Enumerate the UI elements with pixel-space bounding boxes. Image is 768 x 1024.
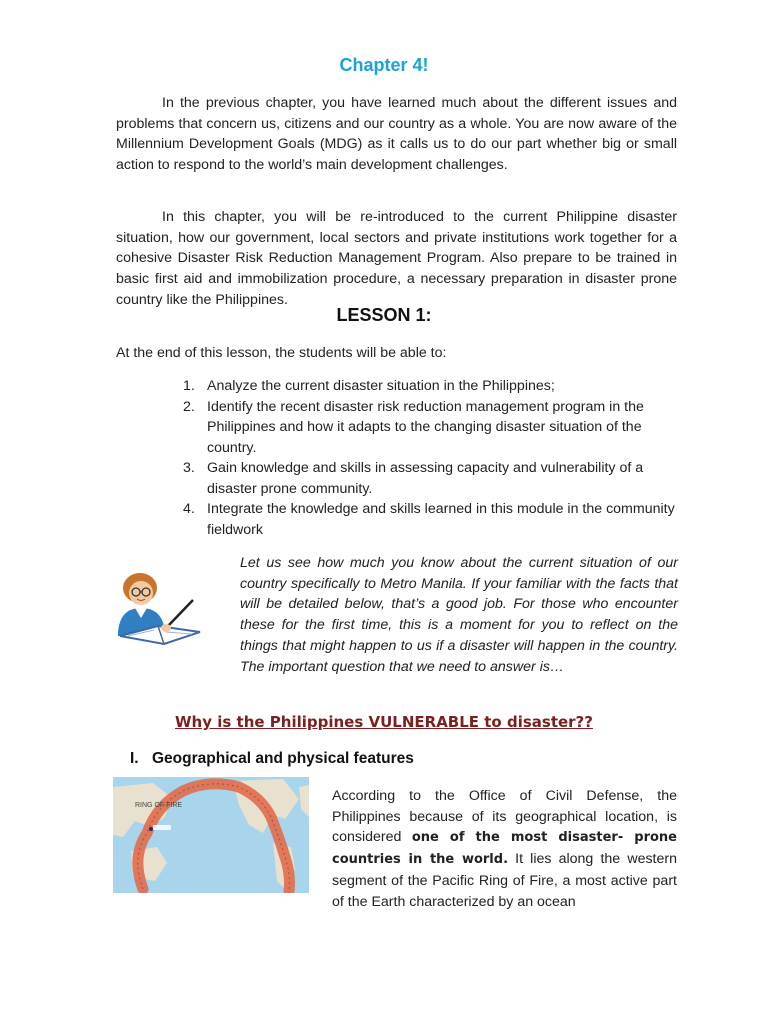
objective-text: Identify the recent disaster risk reduction management program in the Philippines and how it adapts to the changing disaster situation of the country. — [207, 398, 644, 456]
geo-text-after: It lies along the western segment of the Pacific Ring of Fire, a most active part of the Earth characterized by an ocean — [332, 851, 677, 910]
objective-item — [183, 458, 683, 499]
objectives-list — [183, 376, 683, 540]
geo-text-bold: one of the most disaster- prone countries in the world. — [332, 830, 677, 868]
objective-number: 3. — [183, 460, 195, 476]
objective-number: 4. — [183, 501, 195, 517]
geographical-text — [332, 786, 677, 912]
teacher-note: Let us see how much you know about the current situation of our country specifically to Metro Manila. If your familiar with the facts that will be detailed below, that’s a good job. For those who encounter these for the first time, this is a moment for you to reflect on the things that might happen to us if a disaster will happen in the country. The important question that we need to answer is… — [240, 555, 678, 675]
intro-paragraph-1-text: In the previous chapter, you have learned much about the different issues and problems that concern us, citizens and our country as a whole. You are now aware of the Millennium Development Goals (MDG) as it calls us to do our part whether big or small action to respond to the world’s main development challenges. — [116, 95, 677, 174]
lesson-title: LESSON 1: — [336, 305, 432, 325]
objective-number: 1. — [183, 378, 195, 394]
section-title: Geographical and physical features — [152, 750, 414, 767]
geo-text-before: According to the Office of Civil Defense, the Philippines because of its geographical location, is considered — [332, 788, 677, 846]
objectives-intro: At the end of this lesson, the students will be able to: — [116, 345, 447, 361]
map-label: RING OF FIRE — [135, 802, 183, 809]
objective-text: Integrate the knowledge and skills learned in this module in the community fieldwork — [207, 501, 675, 538]
objective-number: 2. — [183, 398, 195, 415]
intro-paragraph-2 — [116, 207, 677, 311]
vulnerable-heading: Why is the Philippines VULNERABLE to disaster?? — [175, 713, 593, 731]
teacher-reading-book-icon — [108, 570, 208, 648]
ring-of-fire-map — [113, 777, 309, 893]
section-roman-numeral: I. — [130, 750, 139, 767]
objective-item — [183, 499, 683, 540]
section-heading — [130, 750, 414, 768]
intro-paragraph-1 — [116, 93, 677, 176]
intro-paragraph-2-text: In this chapter, you will be re-introduced to the current Philippine disaster situation, how our government, local sectors and private institutions work together for a cohesive Disaster Risk Reduction Management Program. Also prepare to be trained in basic first aid and immobilization procedure, a necessary preparation in disaster prone country like the Philippines. — [116, 209, 677, 308]
objective-text: Gain knowledge and skills in assessing capacity and vulnerability of a disaster prone community. — [207, 460, 644, 497]
objective-text: Analyze the current disaster situation in the Philippines; — [207, 378, 555, 394]
objective-item — [183, 376, 683, 397]
chapter-title: Chapter 4! — [339, 55, 429, 75]
objective-item — [183, 397, 683, 459]
